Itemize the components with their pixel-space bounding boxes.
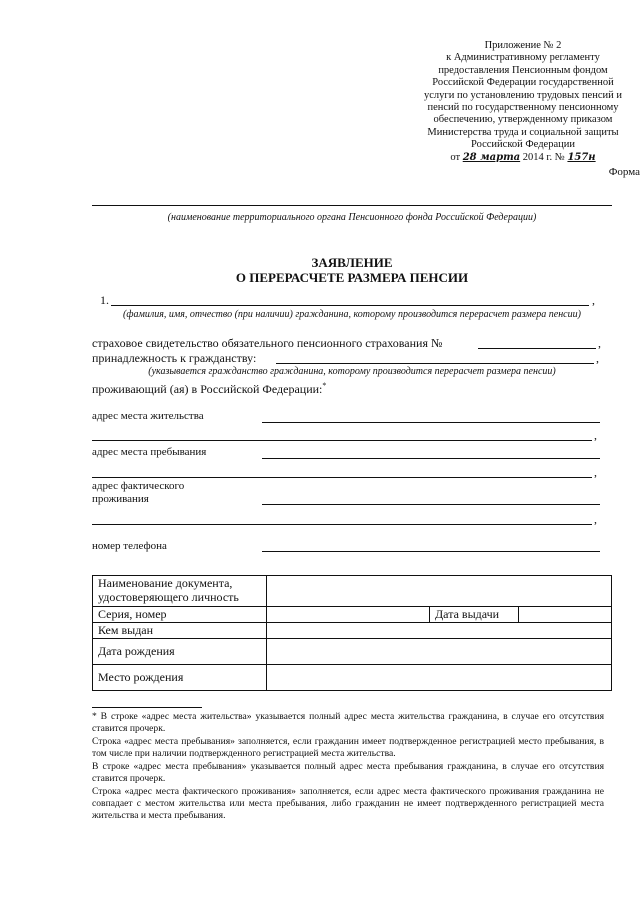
doc-name-label-line-1: Наименование документа,: [98, 576, 233, 590]
actual-comma: ,: [594, 512, 597, 526]
insurance-label: страховое свидетельство обязательного пенсионного страхования №: [92, 336, 443, 350]
doc-name-label: [93, 576, 267, 607]
stay-comma: ,: [594, 465, 597, 479]
handwritten-number: 157н: [567, 151, 596, 163]
footnote-mark: *: [322, 381, 327, 390]
date-prefix: от: [450, 151, 461, 163]
phone-label: номер телефона: [92, 540, 167, 552]
doc-name-label-line-2: удостоверяющего личность: [98, 590, 239, 604]
footnote-3: В строке «адрес места пребывания» указывается полный адрес места пребывания гражданина, в случае его отсутствия ставится прочерк.: [92, 761, 604, 784]
citizenship-comma: ,: [596, 351, 599, 365]
table-row: [93, 639, 612, 665]
date-year: 2014 г.: [522, 151, 553, 163]
actual-address-label-line-1: адрес фактического: [92, 480, 185, 492]
appendix-line: предоставления Пенсионным фондом: [438, 64, 608, 76]
birth-place-field[interactable]: [267, 665, 612, 691]
footnote-1: * В строке «адрес места жительства» указывается полный адрес места жительства гражданина, в случае его отсутствия ставится прочерк.: [92, 711, 604, 734]
applicant-comma: ,: [592, 293, 595, 307]
applicant-number: 1.: [100, 293, 109, 307]
appendix-line: Приложение № 2: [484, 40, 562, 51]
actual-address-field[interactable]: [262, 504, 600, 505]
series-number-field[interactable]: [267, 607, 430, 623]
appendix-line: Российской Федерации: [471, 139, 575, 151]
org-name-field[interactable]: [92, 205, 612, 206]
residing-label: [92, 381, 326, 397]
residence-address-label: адрес места жительства: [92, 410, 204, 422]
residence-address-field[interactable]: [262, 422, 600, 423]
stay-address-field[interactable]: [262, 458, 600, 459]
residence-address-field-2[interactable]: [92, 440, 592, 441]
citizenship-caption: (указывается гражданство гражданина, которому производится перерасчет размера пенсии): [148, 366, 556, 377]
number-prefix: №: [554, 151, 565, 163]
birth-date-label: Дата рождения: [93, 639, 267, 665]
stay-address-label: адрес места пребывания: [92, 446, 207, 458]
footnote-4: Строка «адрес места фактического проживания» заполняется, если адрес места фактического проживания гражданина не совпадает с местом жительства или места пребывания, либо гражданин не имеет подтвержденного регистрацией места жительства и места пребывания.: [92, 786, 604, 821]
order-date-line: [418, 152, 628, 164]
identity-document-table: [92, 575, 612, 691]
appendix-line: Российской Федерации государственной: [432, 77, 614, 89]
residing-text: проживающий (ая) в Российской Федерации:: [92, 382, 323, 396]
actual-address-field-2[interactable]: [92, 524, 592, 525]
citizenship-field[interactable]: [276, 363, 594, 364]
applicant-name-field[interactable]: [111, 305, 589, 306]
footnote-divider: [92, 707, 202, 708]
phone-field[interactable]: [262, 551, 600, 552]
birth-date-field[interactable]: [267, 639, 612, 665]
issue-date-field[interactable]: [519, 607, 612, 623]
org-caption: (наименование территориального органа Пенсионного фонда Российской Федерации): [167, 212, 537, 223]
appendix-line: Министерства труда и социальной защиты: [427, 126, 619, 138]
citizenship-label: принадлежность к гражданству:: [92, 351, 257, 365]
actual-address-label-line-2: проживания: [92, 493, 149, 505]
table-row: [93, 665, 612, 691]
title-line-2: О ПЕРЕРАСЧЕТЕ РАЗМЕРА ПЕНСИИ: [235, 270, 469, 285]
insurance-comma: ,: [598, 336, 601, 350]
table-row: [93, 607, 612, 623]
appendix-line: пенсий по государственному пенсионному: [427, 102, 619, 114]
appendix-line: обеспечению, утвержденному приказом: [433, 114, 613, 126]
doc-name-field[interactable]: [267, 576, 612, 607]
applicant-caption: (фамилия, имя, отчество (при наличии) гражданина, которому производится перерасчет размера пенсии): [123, 309, 581, 320]
page-title: [92, 255, 612, 285]
title-line-1: ЗАЯВЛЕНИЕ: [311, 255, 393, 270]
appendix-header: [418, 40, 628, 164]
issued-by-field[interactable]: [267, 623, 612, 639]
table-row: [93, 576, 612, 607]
footnote-2: Строка «адрес места пребывания» заполняется, если гражданин имеет подтвержденное регистрацией место пребывания, в том числе при наличии подтвержденного регистрацией места жительства.: [92, 736, 604, 759]
actual-address-label: [92, 480, 184, 506]
form-label: Форма: [608, 166, 640, 178]
birth-place-label: Место рождения: [93, 665, 267, 691]
issued-by-label: Кем выдан: [93, 623, 267, 639]
stay-address-field-2[interactable]: [92, 477, 592, 478]
appendix-line: к Административному регламенту: [446, 52, 600, 64]
insurance-number-field[interactable]: [478, 348, 596, 349]
appendix-line: услуги по установлению трудовых пенсий и: [424, 89, 622, 101]
issue-date-label: Дата выдачи: [430, 607, 519, 623]
table-row: [93, 623, 612, 639]
residence-comma: ,: [594, 428, 597, 442]
handwritten-date: 28 марта: [462, 151, 521, 163]
series-number-label: Серия, номер: [93, 607, 267, 623]
